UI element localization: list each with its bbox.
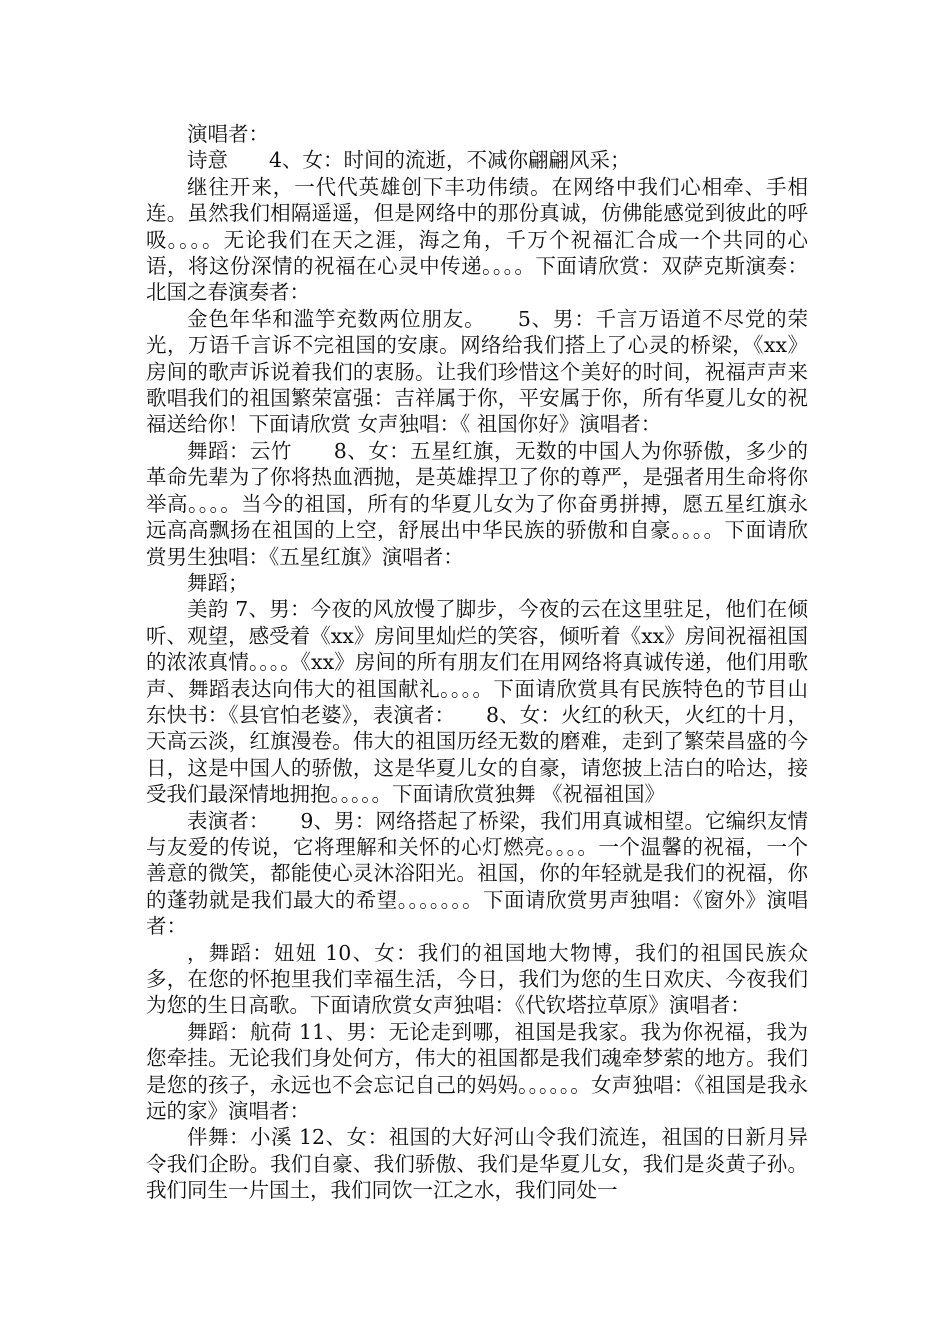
paragraph-item-8-flag: 舞蹈：云竹 8、女：五星红旗，无数的中国人为你骄傲，多少的革命先辈为了你将热血洒抛，是英雄捍卫了你的尊严，是强者用生命将你举高。。。。当今的祖国，所有的华夏儿女为了你奋勇拼搏，愿五星红旗永远高高飘扬在祖国的上空，舒展出中华民族的骄傲和自豪。。。。下面请欣赏男生独唱：《五星红旗》演唱者： <box>146 438 808 569</box>
paragraph-heroes: 继往开来，一代代英雄创下丰功伟绩。在网络中我们心相牵、手相连。虽然我们相隔遥遥，但是网络中的那份真诚，仿佛能感觉到彼此的呼吸。。。。无论我们在天之涯，海之角，千万个祝福汇合成一个共同的心语，将这份深情的祝福在心灵中传递。。。。下面请欣赏：双萨克斯演奏：北国之春演奏者： <box>146 174 808 305</box>
document-body <box>146 121 808 1204</box>
paragraph-item-9: 表演者： 9、男：网络搭起了桥梁，我们用真诚相望。它编织友情与友爱的传说，它将理解和关怀的心灯燃亮。。。。一个温馨的祝福，一个善意的微笑，都能使心灵沐浴阳光。祖国，你的年轻就是我们的祝福，你的蓬勃就是我们最大的希望。。。。。。。下面请欣赏男声独唱：《窗外》演唱者： <box>146 808 808 939</box>
paragraph-dance: 舞蹈； <box>187 570 249 595</box>
paragraph-item-4: 诗意 4、女：时间的流逝，不减你翩翩风采； <box>187 148 631 173</box>
paragraph-item-12: 伴舞：小溪 12、女：祖国的大好河山令我们流连，祖国的日新月异令我们企盼。我们自豪、我们骄傲、我们是华夏儿女，我们是炎黄子孙。我们同生一片国土，我们同饮一江之水，我们同处一 <box>146 1125 808 1203</box>
paragraph-item-10: ，舞蹈：妞妞 10、女：我们的祖国地大物博，我们的祖国民族众多，在您的怀抱里我们幸福生活，今日，我们为您的生日欢庆、今夜我们为您的生日高歌。下面请欣赏女声独唱：《代钦塔拉草原》演唱者： <box>146 940 808 1018</box>
paragraph-item-11: 舞蹈：航荷 11、男：无论走到哪，祖国是我家。我为你祝福，我为您牵挂。无论我们身处何方，伟大的祖国都是我们魂牵梦萦的地方。我们是您的孩子，永远也不会忘记自己的妈妈。。。。。。女声独唱：《祖国是我永远的家》演唱者： <box>146 1019 808 1124</box>
paragraph-item-5: 金色年华和滥竽充数两位朋友。 5、男：千言万语道不尽党的荣光，万语千言诉不完祖国的安康。网络给我们搭上了心灵的桥梁，《xx》房间的歌声诉说着我们的衷肠。让我们珍惜这个美好的时间，祝福声声来歌唱我们的祖国繁荣富强：吉祥属于你，平安属于你，所有华夏儿女的祝福送给你！下面请欣赏 女声独唱：《 祖国你好》演唱者： <box>146 306 808 437</box>
paragraph-item-7: 美韵 7、男：今夜的风放慢了脚步，今夜的云在这里驻足，他们在倾听、观望，感受着《xx》房间里灿烂的笑容，倾听着《xx》房间祝福祖国的浓浓真情。。。。《xx》房间的所有朋友们在用网络将真诚传递，他们用歌声、舞蹈表达向伟大的祖国献礼。。。。下面请欣赏具有民族特色的节目山东快书：《县官怕老婆》，表演者： 8、女：火红的秋天，火红的十月，天高云淡，红旗漫卷。伟大的祖国历经无数的磨难，走到了繁荣昌盛的今日，这是中国人的骄傲，这是华夏儿女的自豪，请您披上洁白的哈达，接受我们最深情地拥抱。。。。。下面请欣赏独舞 《祝福祖国》 <box>146 597 808 807</box>
paragraph-performer-label: 演唱者： <box>187 122 269 146</box>
